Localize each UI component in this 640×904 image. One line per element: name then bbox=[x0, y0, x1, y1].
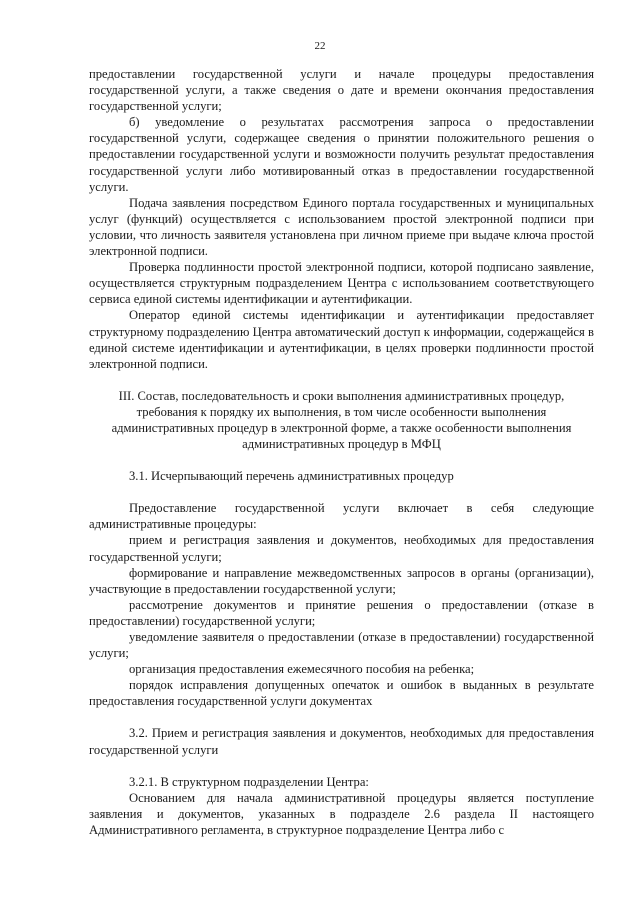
paragraph: предоставлении государственной услуги и начале процедуры предоставления государственной услуги, а также сведения о дате и времени окончания предоставления государственной услуги; bbox=[89, 67, 594, 114]
paragraph: Оператор единой системы идентификации и аутентификации предоставляет структурному подразделению Центра автоматический доступ к информации, содержащейся в единой системе идентификации и аутентификации, в целях проверки подлинности простой электронной подписи. bbox=[89, 308, 594, 371]
list-item: прием и регистрация заявления и документов, необходимых для предоставления государственной услуги; bbox=[89, 533, 594, 564]
subsection-heading: 3.1. Исчерпывающий перечень административных процедур bbox=[129, 469, 454, 484]
paragraph: Основанием для начала административной процедуры является поступление заявления и документов, указанных в подразделе 2.6 раздела II настоящего Административного регламента, в структурное подразделение Центра либо с bbox=[89, 790, 594, 837]
list-item: организация предоставления ежемесячного пособия на ребенка; bbox=[129, 662, 475, 677]
list-item: уведомление заявителя о предоставлении (отказе в предоставлении) государственной услуги; bbox=[89, 630, 594, 661]
paragraph: Подача заявления посредством Единого портала государственных и муниципальных услуг (функций) осуществляется с использованием простой электронной подписи при условии, что личность заявителя установлена при личном приеме при выдаче ключа простой электронной подписи. bbox=[89, 195, 594, 259]
subsection-heading: 3.2. Прием и регистрация заявления и документов, необходимых для предоставления государственной услуги bbox=[89, 726, 594, 757]
paragraph: б) уведомление о результатах рассмотрения запроса о предоставлении государственной услуги, содержащее сведения о принятии положительного решения о предоставлении государственной услуги и возможности получить результат предоставления государственной услуги либо мотивированный отказ в предоставлении государственной услуги. bbox=[89, 115, 594, 194]
list-item: порядок исправления допущенных опечаток и ошибок в выданных в результате предоставления государственной услуги документах bbox=[89, 678, 594, 709]
subsection-heading: 3.2.1. В структурном подразделении Центра: bbox=[129, 774, 369, 789]
paragraph: Предоставление государственной услуги включает в себя следующие административные процедуры: bbox=[89, 501, 594, 532]
list-item: формирование и направление межведомственных запросов в органы (организации), участвующие в предоставлении государственной услуги; bbox=[89, 565, 594, 596]
paragraph: Проверка подлинности простой электронной подписи, которой подписано заявление, осуществляется структурным подразделением Центра с использованием соответствующего сервиса единой системы идентификации и аутентификации. bbox=[89, 260, 594, 307]
section-heading: III. Состав, последовательность и сроки выполнения административных процедур, требования к порядку их выполнения, в том числе особенности выполнения административных процедур в электронной форме, а также особенности выполнения административных процедур в МФЦ bbox=[111, 388, 572, 452]
document-body bbox=[89, 66, 594, 838]
page-number: 22 bbox=[314, 40, 326, 52]
list-item: рассмотрение документов и принятие решения о предоставлении (отказе в предоставлении) государственной услуги; bbox=[89, 597, 594, 628]
